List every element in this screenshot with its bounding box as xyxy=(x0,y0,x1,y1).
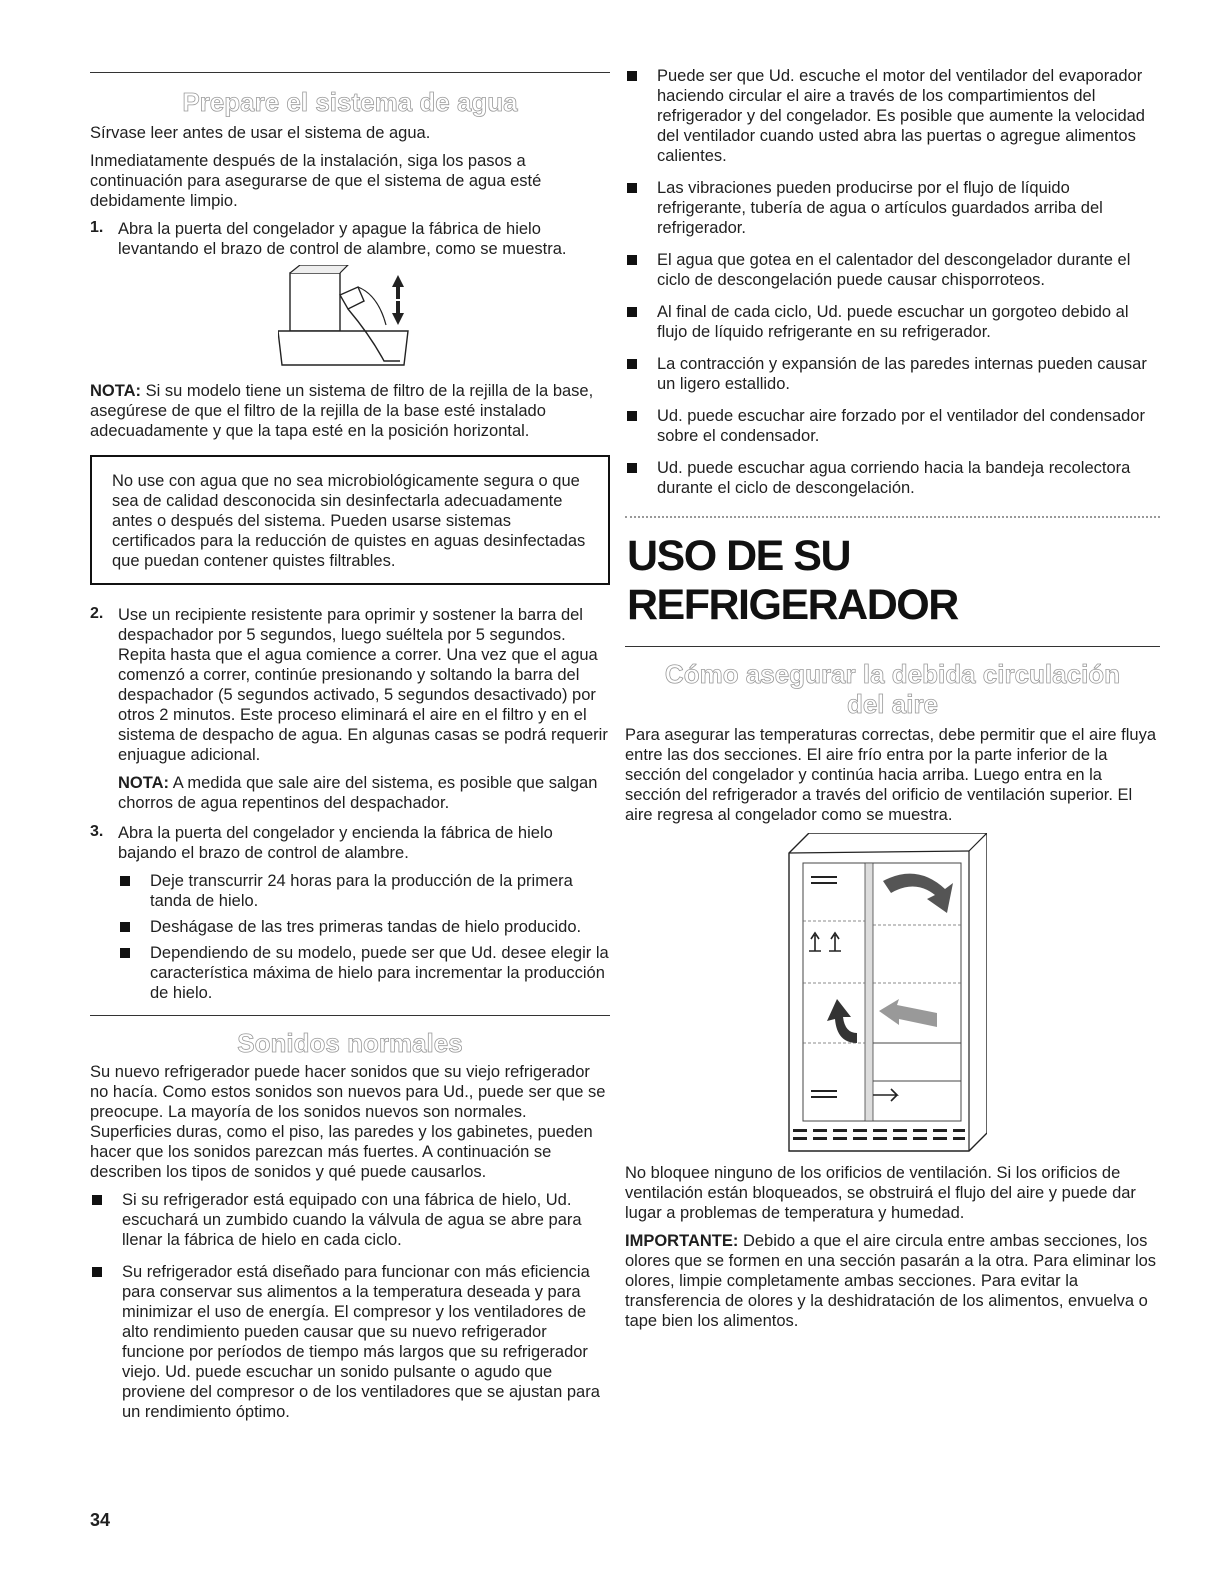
step-number: 2. xyxy=(90,605,104,622)
note-text: A medida que sale aire del sistema, es posible que salgan chorros de agua repentinos del despachador. xyxy=(118,774,598,812)
section-divider xyxy=(625,646,1160,647)
instructions-text: Inmediatamente después de la instalación, siga los pasos a continuación para asegurarse de que el sistema de agua esté debidamente limpio. xyxy=(90,152,542,210)
left-column xyxy=(90,0,610,1434)
note-text: Si su modelo tiene un sistema de filtro de la rejilla de la base, asegúrese de que el filtro de la rejilla de la base esté instalado adecuadamente y que la tapa esté en la posición horizontal. xyxy=(90,382,594,440)
warning-text: No use con agua que no sea microbiológicamente segura o que sea de calidad desconocida sin desinfectarla adecuadamente antes o después del sistema. Pueden usarse sistemas certificados para la reducción de quistes en aguas desinfectadas que puedan contener quistes filtrables. xyxy=(112,472,586,570)
list-item: Al final de cada ciclo, Ud. puede escuchar un gorgoteo debido al flujo de líquido refrigerante en su refrigerador. xyxy=(625,302,1160,342)
section-divider xyxy=(90,72,610,73)
note-label: NOTA: xyxy=(90,382,142,400)
step-1 xyxy=(90,219,610,259)
step-2 xyxy=(90,605,610,813)
step-number: 1. xyxy=(90,219,104,236)
air-circulation-text: Para asegurar las temperaturas correctas, debe permitir que el aire fluya entre las dos secciones. El aire frío entra por la parte inferior de la sección del congelador y continúa hacia arriba. Luego entra en la sección del refrigerador a través del orificio de ventilación superior. El aire regresa al congelador como se muestra. xyxy=(625,726,1157,824)
list-item: Ud. puede escuchar aire forzado por el ventilador del condensador sobre el condensador. xyxy=(625,406,1160,446)
intro-text: Sírvase leer antes de usar el sistema de agua. xyxy=(90,124,431,142)
step-text: Abra la puerta del congelador y apague la fábrica de hielo levantando el brazo de control de alambre, como se muestra. xyxy=(118,220,567,258)
note-filter xyxy=(90,381,610,441)
vent-warning-text: No bloquee ninguno de los orificios de ventilación. Si los orificios de ventilación están bloqueados, se obstruirá el flujo del aire y puede dar lugar a problemas de temperatura y humedad. xyxy=(625,1164,1136,1222)
right-column xyxy=(625,66,1160,1339)
warning-box xyxy=(90,455,610,585)
air-flow-diagram xyxy=(787,833,987,1153)
heading-air-circulation: Cómo asegurar la debida circulación del aire xyxy=(664,659,1121,719)
list-item: Puede ser que Ud. escuche el motor del ventilador del evaporador haciendo circular el aire a través de los compartimientos del refrigerador y del congelador. Es posible que aumente la velocidad del ventilador cuando usted abra las puertas o agregue alimentos calientes. xyxy=(625,66,1160,166)
step-text: Abra la puerta del congelador y encienda la fábrica de hielo bajando el brazo de control de alambre. xyxy=(118,824,553,862)
step-3 xyxy=(90,823,610,1009)
list-item: Ud. puede escuchar agua corriendo hacia la bandeja recolectora durante el ciclo de descongelación. xyxy=(625,458,1160,498)
list-item: La contracción y expansión de las paredes internas pueden causar un ligero estallido. xyxy=(625,354,1160,394)
heading-prepare-water-system: Prepare el sistema de agua xyxy=(182,87,518,117)
note-air xyxy=(118,773,610,813)
list-item: Dependiendo de su modelo, puede ser que Ud. desee elegir la característica máxima de hielo para incrementar la producción de hielo. xyxy=(118,943,610,1003)
list-item: Si su refrigerador está equipado con una fábrica de hielo, Ud. escuchará un zumbido cuando la válvula de agua se abre para llenar la fábrica de hielo en cada ciclo. xyxy=(90,1190,610,1250)
note-label: NOTA: xyxy=(118,774,170,792)
list-item: Su refrigerador está diseñado para funcionar con más eficiencia para conservar sus alimentos a la temperatura deseada y para minimizar el uso de energía. El compresor y los ventiladores de alto rendimiento pueden causar que su nuevo refrigerador funcione por períodos de tiempo más largos que su refrigerador viejo. Ud. puede escuchar un sonido pulsante o agudo que proviene del compresor o de los ventiladores que se ajustan para un rendimiento óptimo. xyxy=(90,1262,610,1422)
ice-maker-illustration xyxy=(278,265,418,373)
step-text: Use un recipiente resistente para oprimir y sostener la barra del despachador por 5 segundos, luego suéltela por 5 segundos. Repita hasta que el agua comience a correr. Una vez que el agua comenzó a correr, continúe presionando y soltando la barra del despachador (5 segundos activado, 5 segundos desactivado) por otros 2 minutos. Este proceso eliminará el aire en el filtro y en el sistema de despacho de agua. En algunas casas se podrá requerir enjuague adicional. xyxy=(118,606,608,764)
sounds-intro: Su nuevo refrigerador puede hacer sonidos que su viejo refrigerador no hacía. Como estos sonidos son nuevos para Ud., puede ser que se preocupe. La mayoría de los sonidos nuevos son normales. Superficies duras, como el piso, las paredes y los gabinetes, pueden hacer que los sonidos parezcan más fuertes. A continuación se describen los tipos de sonidos y qué puede causarlos. xyxy=(90,1063,606,1181)
page-number: 34 xyxy=(90,1510,111,1530)
list-item: Las vibraciones pueden producirse por el flujo de líquido refrigerante, tubería de agua o artículos guardados arriba del refrigerador. xyxy=(625,178,1160,238)
important-note xyxy=(625,1231,1160,1331)
page-title: USO DE SU REFRIGERADOR xyxy=(627,532,958,629)
dotted-divider xyxy=(625,516,1160,518)
important-label: IMPORTANTE: xyxy=(625,1232,739,1250)
list-item: El agua que gotea en el calentador del descongelador durante el ciclo de descongelación puede causar chisporroteos. xyxy=(625,250,1160,290)
step-number: 3. xyxy=(90,823,104,840)
list-item: Deshágase de las tres primeras tandas de hielo producido. xyxy=(118,917,610,937)
section-divider xyxy=(90,1015,610,1016)
important-text: Debido a que el aire circula entre ambas secciones, los olores que se formen en una sección pasarán a la otra. Para eliminar los olores, limpie completamente ambas secciones. Para evitar la transferencia de olores y la deshidratación de los alimentos, envuelva o tape bien los alimentos. xyxy=(625,1232,1157,1330)
list-item: Deje transcurrir 24 horas para la producción de la primera tanda de hielo. xyxy=(118,871,610,911)
heading-normal-sounds: Sonidos normales xyxy=(237,1028,463,1058)
